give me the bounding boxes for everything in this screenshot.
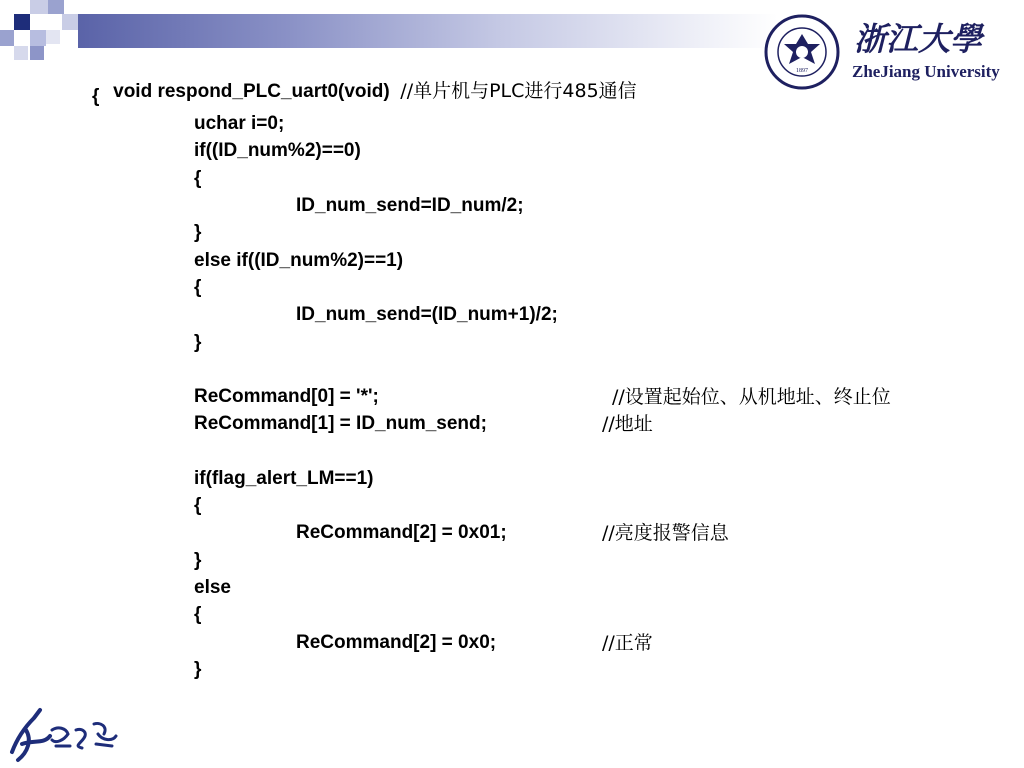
function-signature	[92, 58, 637, 102]
code-line: ReCommand[2] = 0x01;	[296, 522, 507, 543]
code-line: }	[194, 550, 202, 571]
code-line: if((ID_num%2)==0)	[194, 140, 361, 161]
header-gradient-bar	[78, 14, 778, 48]
decor-square	[62, 14, 78, 30]
code-line: ReCommand[2] = 0x0;	[296, 632, 497, 653]
code-line: {	[194, 604, 202, 625]
decor-square	[30, 46, 44, 60]
decor-square	[30, 30, 46, 46]
decor-square	[14, 46, 28, 60]
zju-seal-icon	[764, 14, 840, 90]
decor-square	[30, 0, 48, 14]
code-line: else	[194, 577, 231, 598]
decor-square	[14, 14, 30, 30]
code-line: {	[194, 495, 202, 516]
code-line: ID_num_send=(ID_num+1)/2;	[296, 304, 558, 325]
code-line: }	[194, 332, 202, 353]
code-line: ReCommand[0] = '*';	[194, 386, 379, 407]
code-line: ReCommand[1] = ID_num_send;	[194, 413, 487, 434]
code-line: else if((ID_num%2)==1)	[194, 250, 404, 271]
svg-text:1897: 1897	[796, 68, 808, 74]
zju-english-name: ZheJiang University	[852, 62, 1000, 81]
calligraphy-signature-icon	[4, 700, 122, 766]
code-line: {	[92, 86, 100, 107]
code-line: ID_num_send=ID_num/2;	[296, 195, 524, 216]
code-line: }	[194, 659, 202, 680]
decor-square	[46, 30, 60, 44]
function-signature-text: void respond_PLC_uart0(void)	[113, 81, 390, 102]
code-line: uchar i=0;	[194, 113, 285, 134]
code-comment: //设置起始位、从机地址、终止位	[612, 386, 891, 408]
code-line: {	[194, 168, 202, 189]
zju-chinese-logotype	[852, 14, 992, 62]
svg-text:浙江大學: 浙江大學	[854, 20, 983, 58]
code-line: {	[194, 277, 202, 298]
decor-square	[0, 30, 14, 46]
code-line: if(flag_alert_LM==1)	[194, 468, 374, 489]
code-comment: //正常	[602, 632, 653, 654]
function-comment: //单片机与PLC进行485通信	[400, 80, 637, 102]
code-line: }	[194, 222, 202, 243]
decor-square	[48, 0, 64, 14]
code-comment: //亮度报警信息	[602, 522, 729, 544]
code-comment: //地址	[602, 413, 653, 435]
